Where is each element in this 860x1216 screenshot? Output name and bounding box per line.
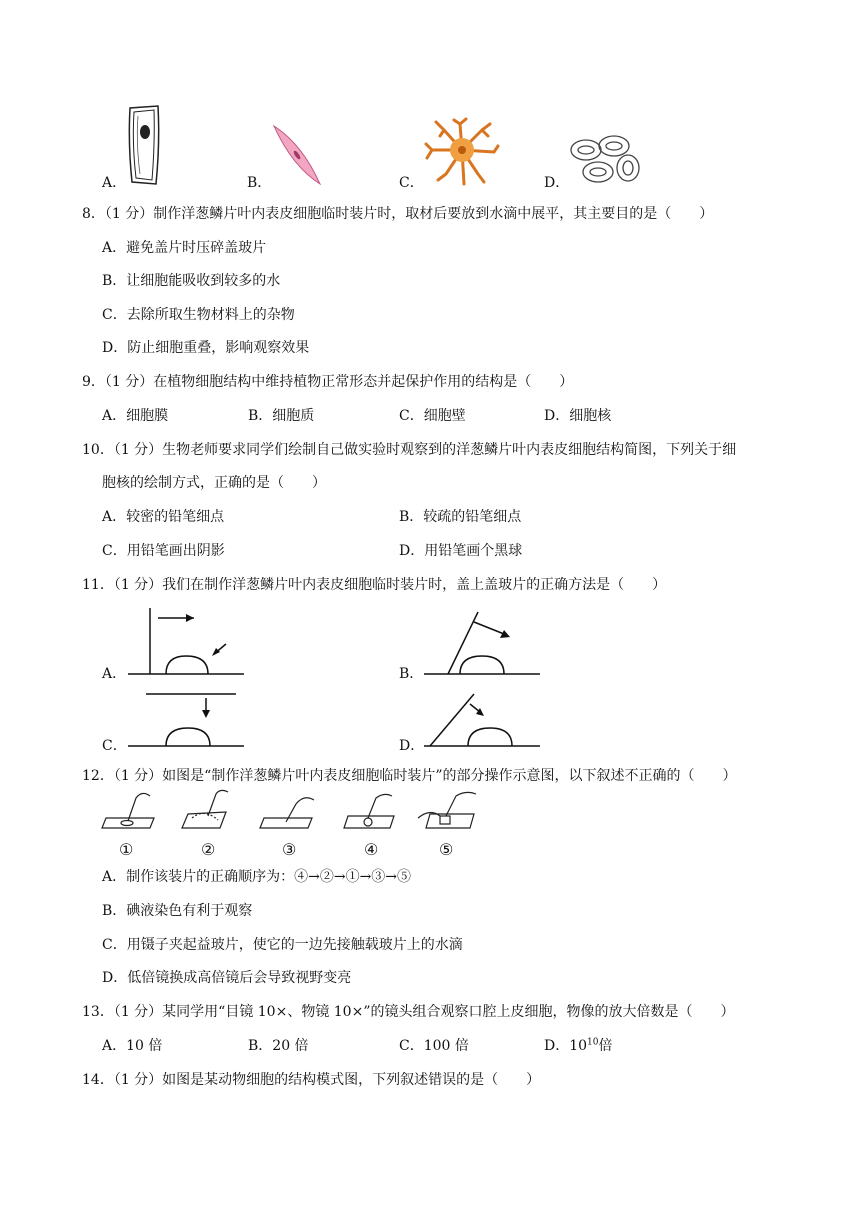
option-d-base: D．10 (544, 1038, 588, 1054)
option-a: A．较密的铅笔细点 (102, 509, 225, 525)
option-a: A．细胞膜 (102, 408, 169, 424)
coverslip-diagram-a (128, 606, 246, 678)
option-c: C．去除所取生物材料上的杂物 (102, 307, 295, 323)
muscle-cell-image (272, 124, 322, 186)
question-stem-line-1: 10．（1 分）生物老师要求同学们绘制自己做实验时观察到的洋葱鳞片叶内表皮细胞结构简图，下列关于细 (82, 442, 737, 458)
slide-steps-diagram (100, 788, 500, 834)
option-a: A．10 倍 (102, 1038, 163, 1054)
option-d: D．防止细胞重叠，影响观察效果 (102, 340, 310, 356)
step-label-1: ① (119, 840, 134, 859)
option-d-exponent: 10 (587, 1037, 599, 1048)
coverslip-diagram-d (424, 690, 542, 750)
option-d: D．用铅笔画个黑球 (399, 543, 523, 559)
plant-cell-image (124, 104, 164, 186)
option-b: B．让细胞能吸收到较多的水 (102, 273, 281, 289)
question-stem: 8．（1 分）制作洋葱鳞片叶内表皮细胞临时装片时，取材后要放到水滴中展平，其主要目的是（ ） (82, 206, 714, 222)
option-d (544, 1035, 613, 1055)
question-stem: 12．（1 分）如图是“制作洋葱鳞片叶内表皮细胞临时装片”的部分操作示意图，以下叙述不正确的（ ） (82, 768, 737, 784)
option-b: B．细胞质 (248, 408, 315, 424)
question-stem: 11．（1 分）我们在制作洋葱鳞片叶内表皮细胞临时装片时，盖上盖玻片的正确方法是（ ） (82, 577, 667, 593)
step-label-4: ④ (364, 840, 379, 859)
step-label-3: ③ (282, 840, 297, 859)
option-d-label: D． (399, 738, 425, 754)
option-d: D．低倍镜换成高倍镜后会导致视野变亮 (102, 970, 352, 986)
question-stem-line-2: 胞核的绘制方式，正确的是（ ） (102, 475, 326, 491)
option-d: D．细胞核 (544, 408, 612, 424)
option-a: A．避免盖片时压碎盖玻片 (102, 240, 267, 256)
option-c: C．用镊子夹起益玻片，使它的一边先接触载玻片上的水滴 (102, 937, 463, 953)
step-label-2: ② (201, 840, 216, 859)
coverslip-diagram-b (424, 610, 542, 678)
option-b: B．较疏的铅笔细点 (399, 509, 522, 525)
option-a-label: A． (102, 666, 127, 682)
option-c: C．细胞壁 (399, 408, 466, 424)
question-stem: 9．（1 分）在植物细胞结构中维持植物正常形态并起保护作用的结构是（ ） (82, 374, 574, 390)
step-label-5: ⑤ (439, 840, 454, 859)
q7-option-b-label: B． (247, 175, 272, 191)
coverslip-diagram-c (128, 692, 246, 750)
question-stem: 13．（1 分）某同学用“目镜 10×、物镜 10×”的镜头组合观察口腔上皮细胞，物像的放大倍数是（ ） (82, 1004, 735, 1020)
option-a: A．制作该装片的正确顺序为：④→②→①→③→⑤ (102, 869, 412, 885)
red-blood-cells-image (568, 132, 642, 188)
option-c: C．用铅笔画出阴影 (102, 543, 225, 559)
question-stem: 14．（1 分）如图是某动物细胞的结构模式图，下列叙述错误的是（ ） (82, 1072, 541, 1088)
option-c: C．100 倍 (399, 1038, 469, 1054)
q7-option-d-label: D． (544, 175, 570, 191)
option-d-unit: 倍 (598, 1038, 613, 1054)
q7-option-a-label: A． (102, 175, 127, 191)
neuron-image (424, 118, 500, 186)
option-c-label: C． (102, 738, 127, 754)
option-b: B．碘液染色有利于观察 (102, 903, 253, 919)
option-b: B．20 倍 (248, 1038, 309, 1054)
q7-option-c-label: C． (399, 175, 424, 191)
option-b-label: B． (399, 666, 424, 682)
